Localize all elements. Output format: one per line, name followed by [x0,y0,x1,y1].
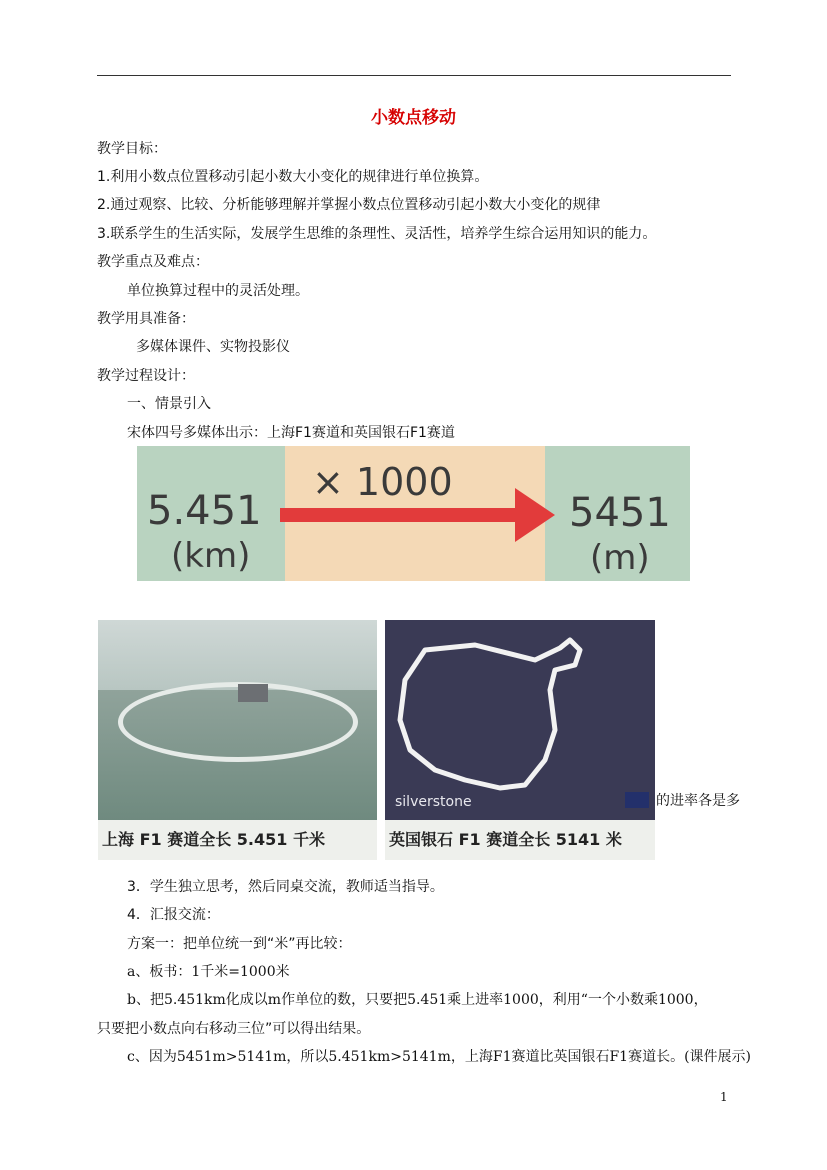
banner-right-value: 5451 [569,490,671,536]
banner-left-unit: (km) [171,536,251,576]
silverstone-caption: 英国银石 F1 赛道全长 5141 米 [385,820,655,860]
shanghai-caption: 上海 F1 赛道全长 5.451 千米 [98,820,377,860]
partial-text-right: 的进率各是多 [656,793,740,809]
process-heading: 教学过程设计： [97,368,195,384]
goal-3: 3.联系学生的生活实际，发展学生思维的条理性、灵活性，培养学生综合运用知识的能力。 [97,226,657,242]
silverstone-circuit-map [385,620,655,860]
goal-1: 1.利用小数点位置移动引起小数大小变化的规律进行单位换算。 [97,169,489,185]
plan-1-b-line2: 只要把小数点向右移动三位”可以得出结果。 [97,1021,371,1037]
arrow-right-icon [515,488,555,542]
plan-1: 方案一：把单位统一到“米”再比较： [127,936,352,952]
step-3: 3．学生独立思考，然后同桌交流，教师适当指导。 [127,879,444,895]
plan-1-a: a、板书：1千米=1000米 [127,964,290,980]
goals-heading: 教学目标： [97,141,167,157]
plan-1-b-line1: b、把5.451km化成以m作单位的数，只要把5.451乘上进率1000，利用“一个小数乘1000， [127,992,708,1008]
shanghai-circuit-photo [98,620,377,860]
header-rule [97,75,731,76]
banner-right-unit: (m) [590,538,650,578]
plan-1-c: c、因为5451m>5141m，所以5.451km>5141m，上海F1赛道比英国银石F1赛道长。(课件展示) [127,1049,752,1065]
photo-sky [98,620,377,690]
arrow-shaft [280,508,520,522]
goal-2: 2.通过观察、比较、分析能够理解并掌握小数点位置移动引起小数大小变化的规律 [97,197,601,213]
step-4: 4．汇报交流： [127,907,220,923]
conversion-banner-image [137,446,690,581]
key-heading: 教学重点及难点： [97,254,209,270]
silverstone-track-icon [385,620,655,820]
silverstone-brand: silverstone [395,794,472,810]
uk-flag-icon [625,792,649,808]
banner-multiplier: × 1000 [312,460,453,504]
page-title: 小数点移动 [371,108,456,128]
key-text: 单位换算过程中的灵活处理。 [127,283,309,299]
page-number: 1 [720,1090,728,1104]
banner-left-value: 5.451 [147,488,262,534]
tools-heading: 教学用具准备： [97,311,195,327]
tools-text: 多媒体课件、实物投影仪 [136,339,290,355]
section-1-text: 宋体四号多媒体出示：上海F1赛道和英国银石F1赛道 [127,425,455,441]
grandstand [238,684,268,702]
section-1-heading: 一、情景引入 [127,396,211,412]
